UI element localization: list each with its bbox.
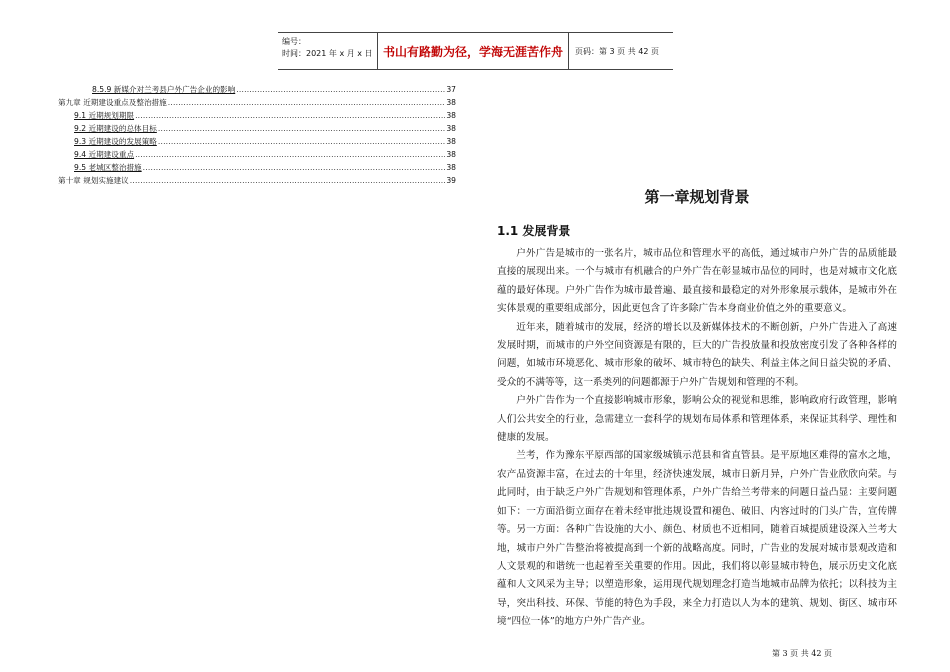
toc-entry[interactable] <box>58 123 456 136</box>
paragraph: 户外广告作为一个直接影响城市形象，影响公众的视觉和思维，影响政府行政管理，影响人们公共安全的行业，急需建立一套科学的规划布局体系和管理体系，来保证其科学、理性和健康的发展。 <box>497 395 897 444</box>
header-motto: 书山有路勤为径，学海无涯苦作舟 <box>378 33 569 69</box>
body-text <box>497 245 897 632</box>
toc-entry-page: 38 <box>446 111 456 120</box>
section-title: 1.1 发展背景 <box>497 224 571 238</box>
toc-entry-page: 38 <box>446 137 456 146</box>
table-of-contents <box>58 84 456 188</box>
toc-entry-label: 9.5 老城区整治措施 <box>74 163 142 172</box>
toc-entry-page: 38 <box>446 98 456 107</box>
toc-entry-page: 39 <box>446 176 456 185</box>
toc-entry-label: 9.2 近期建设的总体目标 <box>74 124 157 133</box>
toc-entry-label: 9.1 近期规划期限 <box>74 111 135 120</box>
paragraph: 近年来，随着城市的发展，经济的增长以及新媒体技术的不断创新，户外广告进入了高速发展时期，而城市的户外空间资源是有限的，巨大的广告投放量和投放密度引发了各种各样的问题，如城市环境恶化、城市形象的破坏、城市特色的缺失、利益主体之间日益尖锐的矛盾、受众的不满等等，这一系类列的问题都源于户外广告规划和管理的不利。 <box>497 321 897 388</box>
toc-entry-page: 38 <box>446 124 456 133</box>
header-meta <box>278 33 378 69</box>
toc-entry[interactable] <box>58 110 456 123</box>
page-header <box>278 32 673 70</box>
toc-entry[interactable] <box>58 149 456 162</box>
toc-entry-label: 第九章 近期建设重点及整治措施 <box>58 98 167 107</box>
header-number: 编号： <box>282 37 306 46</box>
toc-leader-dots <box>158 124 445 133</box>
toc-leader-dots <box>158 137 445 146</box>
toc-entry[interactable] <box>58 162 456 175</box>
toc-leader-dots <box>168 98 446 107</box>
toc-entry-page: 37 <box>446 85 456 94</box>
toc-entry[interactable] <box>58 136 456 149</box>
page-footer: 第 3 页 共 42 页 <box>772 649 832 658</box>
toc-entry[interactable] <box>58 175 456 188</box>
toc-leader-dots <box>135 150 445 159</box>
toc-leader-dots <box>143 163 446 172</box>
paragraph: 户外广告是城市的一张名片，城市品位和管理水平的高低，通过城市户外广告的品质能最直接的展现出来。一个与城市有机融合的户外广告在彰显城市品位的同时，也是对城市文化底蕴的最好体现。户外广告作为城市最普遍、最直接和最稳定的对外形象展示载体，是城市外在实体景观的重要组成部分，因此更包含了许多除广告本身商业价值之外的重要意义。 <box>497 248 897 315</box>
toc-entry-label: 9.4 近期建设重点 <box>74 150 135 159</box>
toc-entry[interactable] <box>58 97 456 110</box>
toc-entry-label: 9.3 近期建设的发展策略 <box>74 137 157 146</box>
toc-entry[interactable] <box>58 84 456 97</box>
toc-entry-page: 38 <box>446 163 456 172</box>
header-time: 时间：2021 年 x 月 x 日 <box>282 49 373 58</box>
toc-entry-label: 8.5.9 新媒介对兰考县户外广告企业的影响 <box>92 85 236 94</box>
toc-leader-dots <box>135 111 445 120</box>
toc-leader-dots <box>236 85 445 94</box>
paragraph: 兰考，作为豫东平原西部的国家级城镇示范县和省直管县。是平原地区难得的富水之地，农产品资源丰富，在过去的十年里，经济快速发展，城市日新月异，户外广告业欣欣向荣。与此同时，由于缺乏户外广告规划和管理体系，户外广告给兰考带来的问题日益凸显：主要问题如下：一方面沿街立面存在着未经审批违规设置和褪色、破旧、内容过时的门头广告，宣传牌等。另一方面：各种广告设施的大小、颜色、材质也不近相同，随着百城提质建设深入兰考大地，城市户外广告整治将被提高到一个新的战略高度。同时，广告业的发展对城市景观改造和人文景观的和谐统一也起着至关重要的作用。因此，我们将以彰显城市特色，展示历史文化底蕴和人文风采为主导；以塑造形象，运用现代规划理念打造当地城市品牌为依托；以科技为主导，突出科技、环保、节能的特色为手段，来全力打造以人为本的建筑、规划、街区、城市环境“四位一体”的地方户外广告产业。 <box>497 450 897 628</box>
toc-leader-dots <box>130 176 446 185</box>
chapter-title: 第一章规划背景 <box>644 188 750 206</box>
toc-entry-label: 第十章 规划实施建议 <box>58 176 129 185</box>
header-page-label: 页码：第 3 页 共 42 页 <box>575 46 659 56</box>
toc-entry-page: 38 <box>446 150 456 159</box>
